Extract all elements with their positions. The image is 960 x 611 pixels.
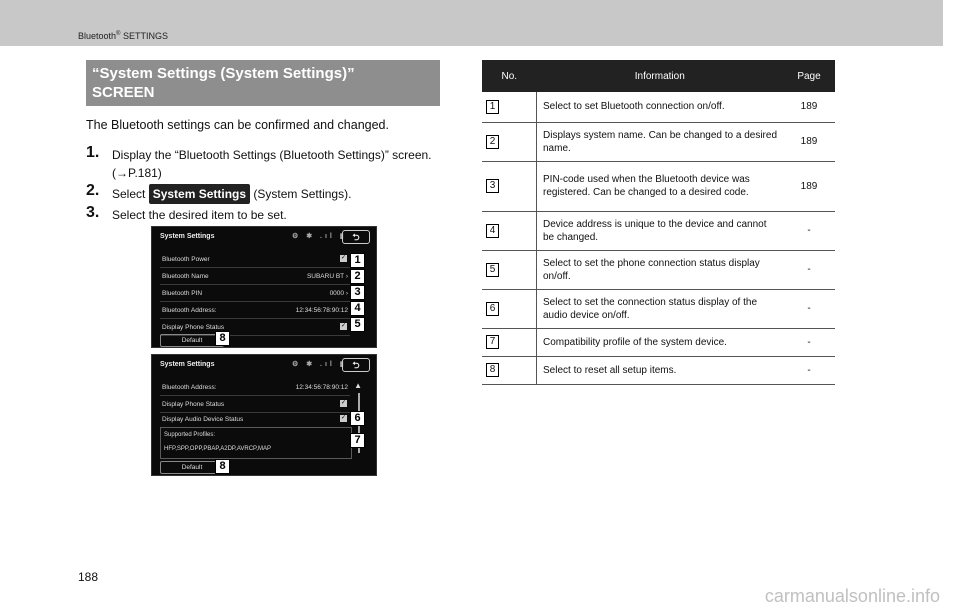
row-display-audio-device-status[interactable]: Display Audio Device Status ✓: [160, 411, 350, 428]
callout-7: 7: [350, 433, 365, 448]
callout-4: 4: [350, 301, 365, 316]
default-button[interactable]: Default: [160, 461, 224, 474]
callout-8: 8: [215, 331, 230, 346]
table-header-row: [482, 60, 835, 92]
table-row: 6 Select to set the connection status display of the audio device on/off. -: [482, 289, 835, 328]
checkbox-icon: ✓: [340, 400, 347, 406]
info-table: [482, 60, 835, 385]
header-no: No.: [482, 60, 537, 92]
screen-header: System Settings ⚙ ✱ .ıl ▮ ⮌: [152, 355, 376, 375]
callout-3: 3: [350, 285, 365, 300]
header-information: Information: [537, 60, 784, 92]
table-row: 1 Select to set Bluetooth connection on/off. 189: [482, 92, 835, 122]
header-title: Bluetooth® SETTINGS: [78, 31, 168, 41]
table-row: 8 Select to reset all setup items. -: [482, 356, 835, 384]
checkbox-icon: ✓: [340, 323, 347, 329]
status-icons: ⚙ ✱ .ıl ▮: [292, 361, 347, 368]
section-title: “System Settings (System Settings)” SCREEN: [86, 60, 440, 106]
callout-5: 5: [350, 317, 365, 332]
checkbox-icon: ✓: [340, 415, 347, 421]
row-display-phone-status[interactable]: Display Phone Status ✓: [160, 319, 350, 336]
row-bluetooth-name[interactable]: Bluetooth Name SUBARU BT ›: [160, 268, 350, 285]
supported-profiles: Supported Profiles: HFP,SPP,OPP,PBAP,A2DP,AVRCP,MAP: [160, 427, 352, 459]
table-row: 5 Select to set the phone connection status display on/off. -: [482, 250, 835, 289]
default-button[interactable]: Default: [160, 334, 224, 347]
table-row: 4 Device address is unique to the device and cannot be changed. -: [482, 211, 835, 250]
table-row: 2 Displays system name. Can be changed to a desired name. 189: [482, 122, 835, 161]
row-bluetooth-pin[interactable]: Bluetooth PIN 0000 ›: [160, 285, 350, 302]
step-2: 2. Select System Settings (System Settings).: [86, 184, 442, 204]
back-icon[interactable]: ⮌: [342, 230, 370, 244]
back-icon[interactable]: ⮌: [342, 358, 370, 372]
table-row: 3 PIN-code used when the Bluetooth device was registered. Can be changed to a desired code. 189: [482, 161, 835, 211]
intro-text: The Bluetooth settings can be confirmed and changed.: [86, 118, 389, 132]
screen-header: System Settings ⚙ ✱ .ıl ▮ ⮌: [152, 227, 376, 247]
screen-system-settings-2: [151, 354, 377, 476]
watermark: carmanualsonline.info: [764, 586, 940, 606]
status-icons: ⚙ ✱ .ıl ▮: [292, 233, 347, 240]
scroll-up-icon[interactable]: ▲: [354, 381, 362, 390]
screen-system-settings-1: [151, 226, 377, 348]
header-bar: [0, 0, 943, 46]
checkbox-icon: ✓: [340, 255, 347, 261]
callout-1: 1: [350, 253, 365, 268]
header-page: Page: [783, 60, 835, 92]
step-3: 3. Select the desired item to be set.: [86, 204, 287, 222]
system-settings-button-label: System Settings: [149, 184, 250, 204]
callout-2: 2: [350, 269, 365, 284]
callout-6: 6: [350, 411, 365, 426]
step-1: 1. Display the “Bluetooth Settings (Bluetooth Settings)” screen. (→P.181): [86, 144, 432, 180]
row-bluetooth-address: Bluetooth Address: 12:34:56:78:90:12: [160, 302, 350, 319]
row-bluetooth-address: Bluetooth Address: 12:34:56:78:90:12: [160, 379, 350, 396]
callout-8: 8: [215, 459, 230, 474]
table-row: 7 Compatibility profile of the system device. -: [482, 328, 835, 356]
page-number: 188: [78, 570, 99, 584]
row-display-phone-status[interactable]: Display Phone Status ✓: [160, 396, 350, 413]
row-bluetooth-power[interactable]: Bluetooth Power ✓: [160, 251, 350, 268]
